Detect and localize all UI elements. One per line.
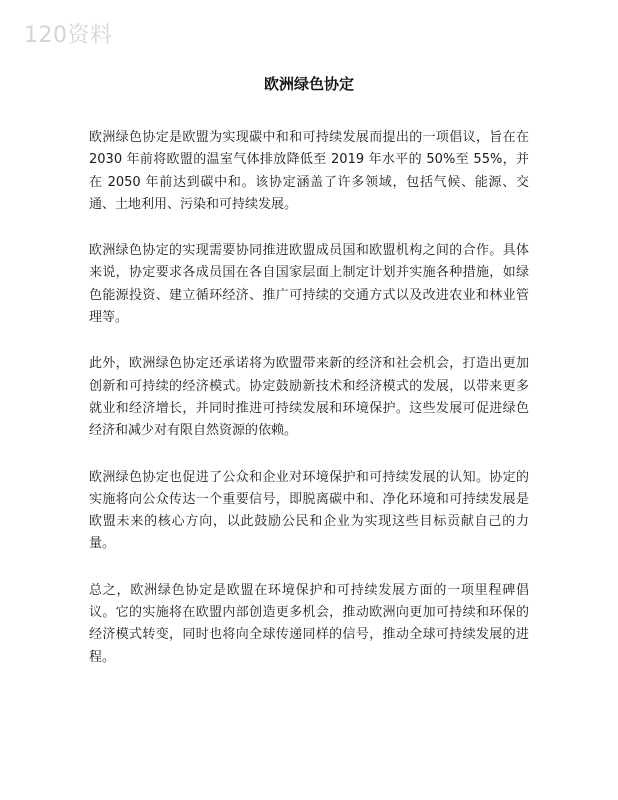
page-title: 欧洲绿色协定 <box>263 75 354 93</box>
document-body <box>89 127 529 693</box>
paragraph-5: 总之，欧洲绿色协定是欧盟在环境保护和可持续发展方面的一项里程碑倡议。它的实施将在欧盟内部创造更多机会，推动欧洲向更加可持续和环保的经济模式转变，同时也将向全球传递同样的信号，推动全球可持续发展的进程。 <box>89 582 529 665</box>
paragraph-4: 欧洲绿色协定也促进了公众和企业对环境保护和可持续发展的认知。协定的实施将向公众传达一个重要信号，即脱离碳中和、净化环境和可持续发展是欧盟未来的核心方向，以此鼓励公民和企业为实现这些目标贡献自己的力量。 <box>89 469 529 552</box>
paragraph-2: 欧洲绿色协定的实现需要协同推进欧盟成员国和欧盟机构之间的合作。具体来说，协定要求各成员国在各自国家层面上制定计划并实施各种措施，如绿色能源投资、建立循环经济、推广可持续的交通方式以及改进农业和林业管理等。 <box>89 243 529 326</box>
watermark: 120资料 <box>24 23 113 48</box>
paragraph-1: 欧洲绿色协定是欧盟为实现碳中和和可持续发展而提出的一项倡议，旨在在 2030 年前将欧盟的温室气体排放降低至 2019 年水平的 50%至 55%，并在 2050 年前达到碳中和。该协定涵盖了许多领域，包括气候、能源、交通、土地利用、污染和可持续发展。 <box>89 130 529 212</box>
paragraph-3: 此外，欧洲绿色协定还承诺将为欧盟带来新的经济和社会机会，打造出更加创新和可持续的经济模式。协定鼓励新技术和经济模式的发展，以带来更多就业和经济增长，并同时推进可持续发展和环境保护。这些发展可促进绿色经济和减少对有限自然资源的依赖。 <box>89 356 529 439</box>
